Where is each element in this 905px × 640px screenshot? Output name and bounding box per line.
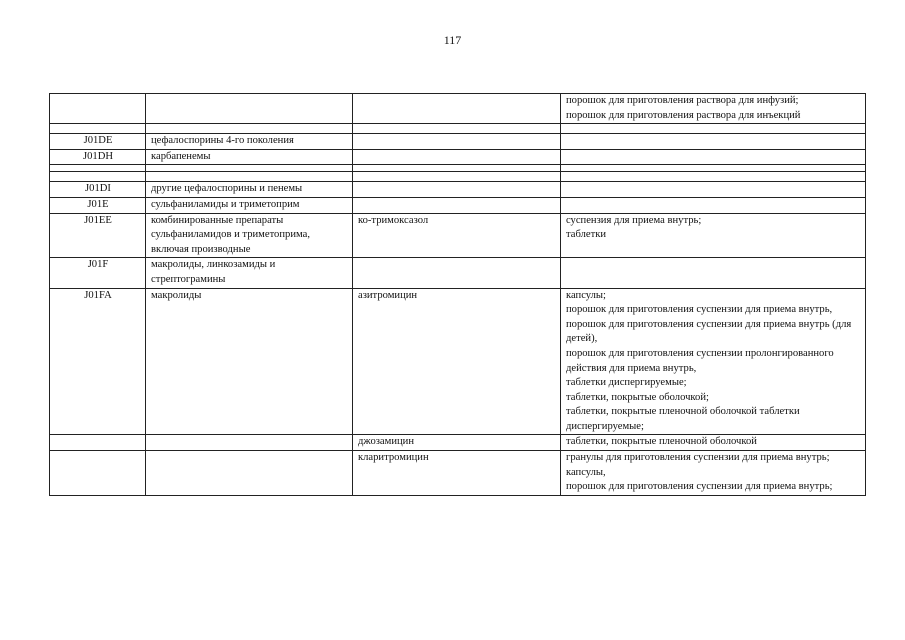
atc-code-cell [50,435,146,451]
dosage-form-line: капсулы, [566,466,606,478]
drug-name-cell [353,197,561,213]
drug-name-cell: ко-тримоксазол [353,213,561,258]
dosage-forms-cell [561,213,866,258]
dosage-forms-cell [561,288,866,435]
dosage-form-line: таблетки диспергируемые; [566,377,687,389]
dosage-form-line: таблетки, покрытые оболочкой; [566,391,709,403]
dosage-form-line: порошок для приготовления раствора для инъекций [566,109,801,121]
table-row [50,94,866,124]
table-row [50,288,866,435]
dosage-forms-cell [561,182,866,198]
table-row [50,213,866,258]
dosage-forms-cell [561,165,866,172]
pharmacological-group-cell: цефалоспорины 4-го поколения [146,134,353,150]
pharmacological-group-cell [146,451,353,496]
atc-code-cell: J01E [50,197,146,213]
pharmacological-group-cell [146,94,353,124]
table-row [50,258,866,288]
dosage-forms-cell [561,134,866,150]
dosage-form-line: капсулы; [566,289,606,301]
pharmacological-group-cell [146,165,353,172]
atc-code-cell: J01DH [50,149,146,165]
drug-name-cell: азитромицин [353,288,561,435]
dosage-form-line: порошок для приготовления суспензии для приема внутрь, [566,304,833,316]
dosage-forms-cell [561,197,866,213]
drug-name-cell [353,134,561,150]
atc-code-cell [50,451,146,496]
dosage-forms-cell [561,258,866,288]
page-number: 117 [443,33,462,47]
atc-code-cell: J01FA [50,288,146,435]
dosage-form-line: таблетки, покрытые пленочной оболочкой таблетки диспергируемые; [566,406,800,432]
table-row [50,172,866,182]
drug-name-cell [353,94,561,124]
dosage-forms-cell [561,435,866,451]
atc-code-cell [50,165,146,172]
drug-name-cell [353,149,561,165]
dosage-forms-cell [561,94,866,124]
table-row [50,124,866,134]
dosage-form-line: гранулы для приготовления суспензии для приема внутрь; [566,452,830,464]
pharmacological-group-cell [146,435,353,451]
dosage-forms-cell [561,172,866,182]
table-row [50,435,866,451]
dosage-form-line: таблетки, покрытые пленочной оболочкой [566,436,757,448]
atc-code-cell [50,94,146,124]
pharmacological-group-cell [146,124,353,134]
dosage-form-line: порошок для приготовления суспензии для приема внутрь (для детей), [566,318,852,345]
atc-code-cell: J01DE [50,134,146,150]
drug-name-cell [353,124,561,134]
dosage-form-line: порошок для приготовления суспензии пролонгированного действия для приема внутрь, [566,347,834,374]
dosage-form-line: суспензия для приема внутрь; [566,214,702,226]
atc-code-cell: J01EE [50,213,146,258]
dosage-forms-cell [561,451,866,496]
pharmacological-group-cell: макролиды, линкозамиды и стрептограмины [146,258,353,288]
drug-name-cell [353,172,561,182]
table-row [50,451,866,496]
pharmacological-group-cell: комбинированные препараты сульфаниламидов и триметоприма, включая производные [146,213,353,258]
pharmacological-group-cell [146,172,353,182]
drug-name-cell: кларитромицин [353,451,561,496]
table-row [50,134,866,150]
pharmacological-group-cell: другие цефалоспорины и пенемы [146,182,353,198]
pharmacological-group-cell: сульфаниламиды и триметоприм [146,197,353,213]
table-row [50,182,866,198]
table-row [50,165,866,172]
table-row [50,197,866,213]
dosage-form-line: порошок для приготовления суспензии для приема внутрь; [566,481,833,493]
drug-name-cell: джозамицин [353,435,561,451]
drug-classification-table [49,93,866,496]
atc-code-cell: J01F [50,258,146,288]
dosage-forms-cell [561,149,866,165]
pharmacological-group-cell: макролиды [146,288,353,435]
dosage-form-line: порошок для приготовления раствора для инфузий; [566,95,799,106]
drug-name-cell [353,165,561,172]
atc-code-cell: J01DI [50,182,146,198]
atc-code-cell [50,172,146,182]
atc-code-cell [50,124,146,134]
drug-name-cell [353,258,561,288]
drug-name-cell [353,182,561,198]
table-row [50,149,866,165]
pharmacological-group-cell: карбапенемы [146,149,353,165]
dosage-form-line: таблетки [566,229,607,241]
dosage-forms-cell [561,124,866,134]
